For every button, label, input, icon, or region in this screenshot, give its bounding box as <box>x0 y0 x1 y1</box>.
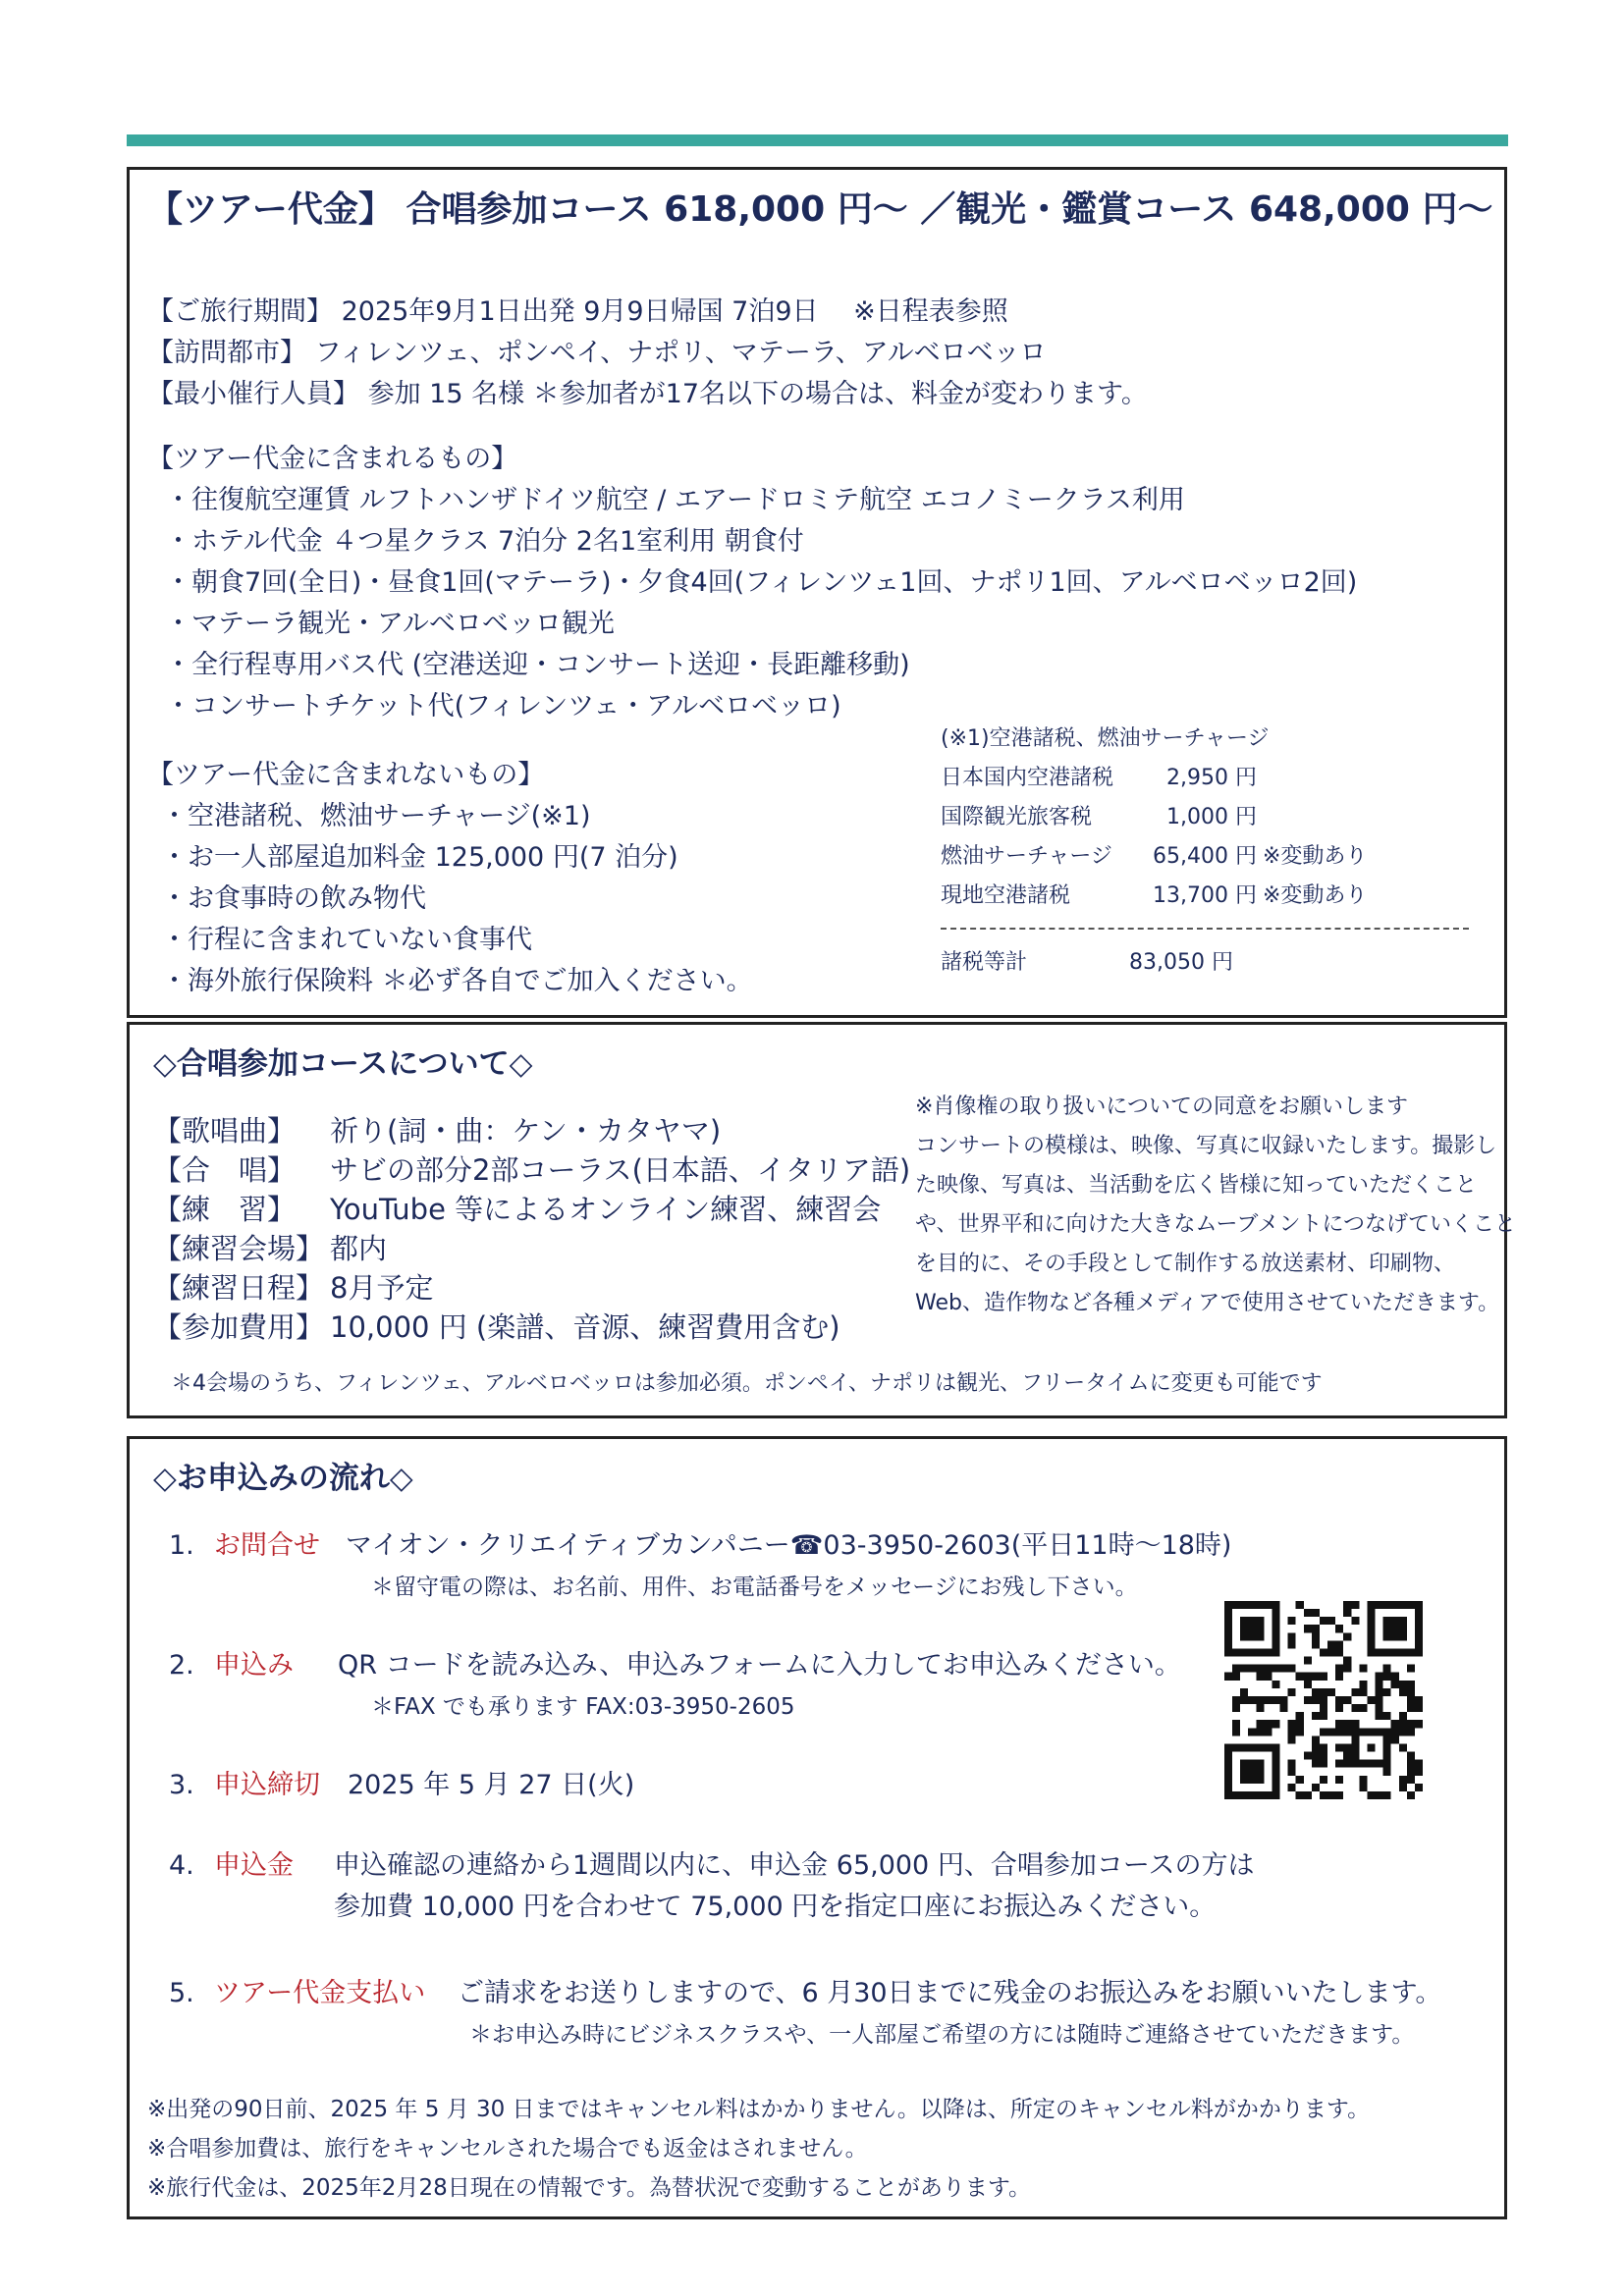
choir-row-label: 【参加費用】 <box>153 1310 325 1344</box>
choir-course-box <box>127 1022 1517 1418</box>
tax-label: 国際観光旅客税 <box>941 805 1093 829</box>
excluded-title: 【ツアー代金に含まれないもの】 <box>147 760 545 790</box>
choir-section-title: ◇合唱参加コースについて◇ <box>153 1046 533 1082</box>
choir-row <box>153 1270 433 1306</box>
step-text: 申込確認の連絡から1週間以内に、申込金 65,000 円、合唱参加コースの方は <box>334 1850 1255 1881</box>
min-participants: 【最小催行人員】 参加 15 名様 ＊参加者が17名以下の場合は、料金が変わります。 <box>147 379 1148 409</box>
teal-top-bar <box>127 134 1508 146</box>
step-label: 申込金 <box>214 1850 294 1881</box>
step-text: ご請求をお送りしますので、6 月30日までに残金のお振込みをお願いいたします。 <box>458 1978 1442 2008</box>
included-item: ・朝食7回(全日)・昼食1回(マテーラ)・夕食4回(フィレンツェ1回、ナポリ1回、アルベロベッロ2回) <box>165 567 1358 598</box>
step-subtext: ＊FAX でも承ります FAX:03-3950-2605 <box>371 1694 795 1720</box>
step-number: 5. <box>169 1978 194 2008</box>
choir-row-value: 都内 <box>330 1232 388 1265</box>
tax-amount: 2,950 円 <box>1166 766 1257 790</box>
included-item: ・往復航空運賃 ルフトハンザドイツ航空 / エアードロミテ航空 エコノミークラス利用 <box>165 485 1185 515</box>
step-label: ツアー代金支払い <box>214 1978 426 2008</box>
tour-fee-box <box>127 167 1507 1018</box>
choir-row-value: 祈り(詞・曲：ケン・カタヤマ) <box>330 1114 722 1148</box>
portrait-note-line: た映像、写真は、当活動を広く皆様に知っていただくこと <box>915 1173 1478 1198</box>
choir-row-value: 8月予定 <box>330 1271 434 1305</box>
excluded-item: ・お食事時の飲み物代 <box>161 883 426 914</box>
excluded-item: ・海外旅行保険料 ＊必ず各自でご加入ください。 <box>161 966 753 996</box>
step-number: 1. <box>169 1530 194 1561</box>
portrait-note-line: ※肖像権の取り扱いについての同意をお願いします <box>915 1095 1408 1119</box>
choir-row <box>153 1309 840 1345</box>
included-item: ・マテーラ観光・アルベロベッロ観光 <box>165 609 615 639</box>
tax-divider <box>941 928 1469 930</box>
choir-row <box>153 1192 881 1227</box>
choir-row <box>153 1152 910 1188</box>
excluded-item: ・お一人部屋追加料金 125,000 円(7 泊分) <box>161 842 678 873</box>
choir-row-label: 【練 習】 <box>153 1193 297 1226</box>
tax-total-row <box>941 949 1451 977</box>
step-text: QR コードを読み込み、申込みフォームに入力してお申込みください。 <box>338 1650 1181 1681</box>
tax-amount: 13,700 円 <box>1153 883 1257 908</box>
portrait-note-line: や、世界平和に向けた大きなムーブメントにつなげていくこと <box>915 1212 1517 1237</box>
step-label: 申込み <box>214 1650 294 1681</box>
included-item: ・ホテル代金 ４つ星クラス 7泊分 2名1室利用 朝食付 <box>165 526 804 557</box>
step-number: 2. <box>169 1650 194 1681</box>
tax-title: (※1)空港諸税、燃油サーチャージ <box>941 726 1270 751</box>
excluded-item: ・行程に含まれていない食事代 <box>161 925 532 955</box>
tax-label: 現地空港諸税 <box>941 883 1071 908</box>
excluded-item: ・空港諸税、燃油サーチャージ(※1) <box>161 801 591 831</box>
choir-row-label: 【歌唱曲】 <box>153 1114 297 1148</box>
choir-row-label: 【練習会場】 <box>153 1232 325 1265</box>
included-title: 【ツアー代金に含まれるもの】 <box>147 444 518 474</box>
tax-label: 日本国内空港諸税 <box>941 766 1114 790</box>
included-item: ・全行程専用バス代 (空港送迎・コンサート送迎・長距離移動) <box>165 650 910 680</box>
refund-note: ※合唱参加費は、旅行をキャンセルされた場合でも返金はされません。 <box>147 2136 868 2162</box>
visit-cities: 【訪問都市】 フィレンツェ、ポンペイ、ナポリ、マテーラ、アルベロベッロ <box>147 338 1047 368</box>
portrait-note-line: Web、造作物など各種メディアで使用させていただきます。 <box>915 1291 1500 1315</box>
tax-total-label: 諸税等計 <box>941 950 1028 975</box>
choir-footnote: ＊4会場のうち、フィレンツェ、アルベロベッロは参加必須。ポンペイ、ナポリは観光、フリータイムに変更も可能です <box>171 1371 1323 1396</box>
step-subtext: ＊留守電の際は、お名前、用件、お電話番号をメッセージにお残し下さい。 <box>371 1575 1138 1600</box>
travel-period: 【ご旅行期間】 2025年9月1日出発 9月9日帰国 7泊9日 ※日程表参照 <box>147 296 1008 327</box>
choir-row <box>153 1113 721 1148</box>
tax-total-amount: 83,050 円 <box>1129 950 1233 975</box>
step-label: お問合せ <box>214 1530 320 1561</box>
step-number: 4. <box>169 1850 194 1881</box>
tax-amount: 65,400 円 <box>1153 844 1257 869</box>
choir-row <box>153 1231 387 1266</box>
portrait-note-line: を目的に、その手段として制作する放送素材、印刷物、 <box>915 1252 1456 1276</box>
tax-label: 燃油サーチャージ <box>941 844 1112 869</box>
step-label: 申込締切 <box>214 1770 320 1800</box>
price-info-note: ※旅行代金は、2025年2月28日現在の情報です。為替状況で変動することがあります。 <box>147 2175 1032 2201</box>
tax-row <box>941 843 1451 871</box>
tax-row <box>941 765 1451 792</box>
tax-row <box>941 882 1451 910</box>
choir-row-label: 【合 唱】 <box>153 1153 297 1187</box>
included-item: ・コンサートチケット代(フィレンツェ・アルベロベッロ) <box>165 691 841 721</box>
step-subtext: 参加費 10,000 円を合わせて 75,000 円を指定口座にお振込みください。 <box>334 1892 1217 1922</box>
step-subtext: ＊お申込み時にビジネスクラスや、一人部屋ご希望の方には随時ご連絡させていただきます。 <box>469 2022 1415 2048</box>
step-text: 2025 年 5 月 27 日(火) <box>348 1770 635 1800</box>
application-flow-box <box>127 1436 1507 2219</box>
cancel-note: ※出発の90日前、2025 年 5 月 30 日まではキャンセル料はかかりません。以降は、所定のキャンセル料がかかります。 <box>147 2097 1371 2122</box>
tax-note: ※変動あり <box>1263 844 1368 869</box>
tax-row <box>941 804 1451 831</box>
choir-row-value: サビの部分2部コーラス(日本語、イタリア語) <box>330 1153 911 1187</box>
choir-row-label: 【練習日程】 <box>153 1271 325 1305</box>
step-number: 3. <box>169 1770 194 1800</box>
tax-note: ※変動あり <box>1263 883 1368 908</box>
choir-row-value: 10,000 円 (楽譜、音源、練習費用含む) <box>330 1310 840 1344</box>
choir-row-value: YouTube 等によるオンライン練習、練習会 <box>330 1193 882 1226</box>
portrait-note-line: コンサートの模様は、映像、写真に収録いたします。撮影し <box>915 1134 1497 1158</box>
apply-section-title: ◇お申込みの流れ◇ <box>153 1461 413 1496</box>
step-text: マイオン・クリエイティブカンパニー☎03-3950-2603(平日11時～18時) <box>346 1530 1232 1561</box>
qr-code[interactable] <box>1224 1601 1423 1799</box>
fee-headline: 【ツアー代金】 合唱参加コース 618,000 円～ ／観光・鑑賞コース 648,000 円～ <box>147 189 1493 230</box>
tax-amount: 1,000 円 <box>1166 805 1257 829</box>
